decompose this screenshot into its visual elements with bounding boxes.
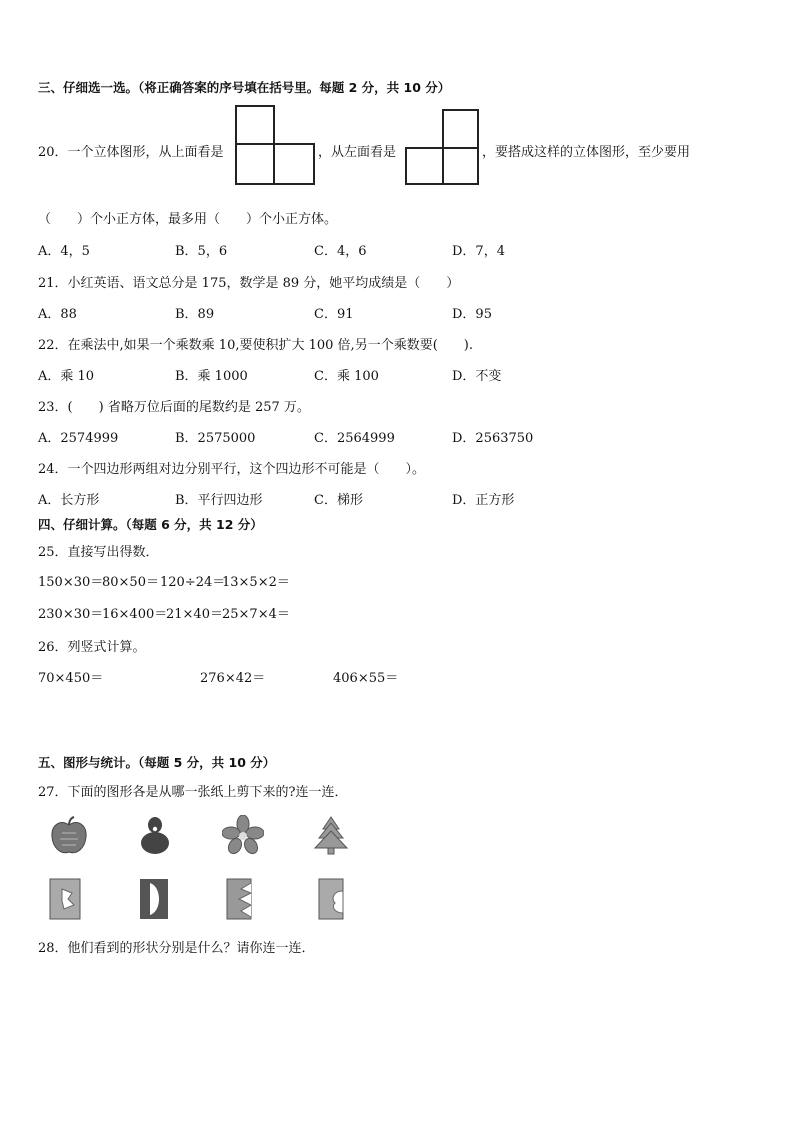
q20-text-line2: （ ）个小正方体，最多用（ ）个小正方体。 <box>38 212 338 227</box>
q24-text: 24．一个四边形两组对边分别平行，这个四边形不可能是（ ）。 <box>38 462 426 477</box>
q25-text: 25．直接写出得数． <box>38 545 159 560</box>
q21-option-d[interactable]: D．95 <box>452 307 492 322</box>
q20-text-part3: ，要搭成这样的立体图形，至少要用 <box>482 145 691 160</box>
q26-item3: 406×55＝ <box>333 671 399 686</box>
q25-row1-item4: 13×5×2＝ <box>222 575 290 590</box>
q23-option-b[interactable]: B．2575000 <box>175 431 256 446</box>
q22-option-a[interactable]: A．乘 10 <box>38 369 95 384</box>
q23-option-a[interactable]: A．2574999 <box>38 431 119 446</box>
section5-heading: 五、图形与统计。（每题 5 分，共 10 分） <box>38 755 276 770</box>
q25-row1-item2: 80×50＝ <box>102 575 159 590</box>
q24-option-d[interactable]: D．正方形 <box>452 493 515 508</box>
q21-option-c[interactable]: C．91 <box>314 307 354 322</box>
paper-piece-1-icon <box>48 877 82 921</box>
q24-option-c[interactable]: C．梯形 <box>314 493 363 508</box>
q22-option-c[interactable]: C．乘 100 <box>314 369 379 384</box>
q26-item1: 70×450＝ <box>38 671 104 686</box>
tree-shape-icon <box>313 815 349 855</box>
top-view-figure <box>235 105 315 185</box>
q25-row1-item1: 150×30＝ <box>38 575 104 590</box>
q23-text: 23．( ) 省略万位后面的尾数约是 257 万。 <box>38 400 310 415</box>
q21-option-b[interactable]: B．89 <box>175 307 215 322</box>
q20-option-d[interactable]: D．7，4 <box>452 244 505 259</box>
q25-row1-item3: 120÷24＝ <box>160 575 226 590</box>
q22-text: 22．在乘法中,如果一个乘数乘 10,要使积扩大 100 倍,另一个乘数要( ). <box>38 338 473 353</box>
q28-text: 28．他们看到的形状分别是什么？请你连一连． <box>38 941 315 956</box>
q24-option-b[interactable]: B．平行四边形 <box>175 493 263 508</box>
q20-text-part2: ，从左面看是 <box>318 145 397 160</box>
flower-shape-icon <box>222 815 264 855</box>
q25-row2-item3: 21×40＝ <box>166 607 223 622</box>
q26-item2: 276×42＝ <box>200 671 266 686</box>
q25-row2-item1: 230×30＝ <box>38 607 104 622</box>
q23-option-c[interactable]: C．2564999 <box>314 431 395 446</box>
q20-option-b[interactable]: B．5，6 <box>175 244 228 259</box>
q26-text: 26．列竖式计算。 <box>38 640 146 655</box>
q20-option-c[interactable]: C．4，6 <box>314 244 367 259</box>
q21-text: 21．小红英语、语文总分是 175，数学是 89 分，她平均成绩是（ ） <box>38 276 460 291</box>
gourd-shape-icon <box>138 815 172 855</box>
q27-text: 27．下面的图形各是从哪一张纸上剪下来的?连一连． <box>38 785 348 800</box>
left-view-figure <box>405 109 479 185</box>
q20-option-a[interactable]: A．4，5 <box>38 244 90 259</box>
q20-text-part1: 20．一个立体图形，从上面看是 <box>38 145 224 160</box>
apple-shape-icon <box>48 815 90 857</box>
paper-piece-4-icon <box>317 877 345 921</box>
q21-option-a[interactable]: A．88 <box>38 307 77 322</box>
q24-option-a[interactable]: A．长方形 <box>38 493 100 508</box>
paper-piece-2-icon <box>138 877 170 921</box>
q25-row2-item4: 25×7×4＝ <box>222 607 290 622</box>
q22-option-d[interactable]: D．不变 <box>452 369 502 384</box>
section4-heading: 四、仔细计算。（每题 6 分，共 12 分） <box>38 517 263 532</box>
q25-row2-item2: 16×400＝ <box>102 607 168 622</box>
section3-heading: 三、仔细选一选。（将正确答案的序号填在括号里。每题 2 分，共 10 分） <box>38 80 451 95</box>
q22-option-b[interactable]: B．乘 1000 <box>175 369 248 384</box>
q23-option-d[interactable]: D．2563750 <box>452 431 534 446</box>
paper-piece-3-icon <box>225 877 253 921</box>
